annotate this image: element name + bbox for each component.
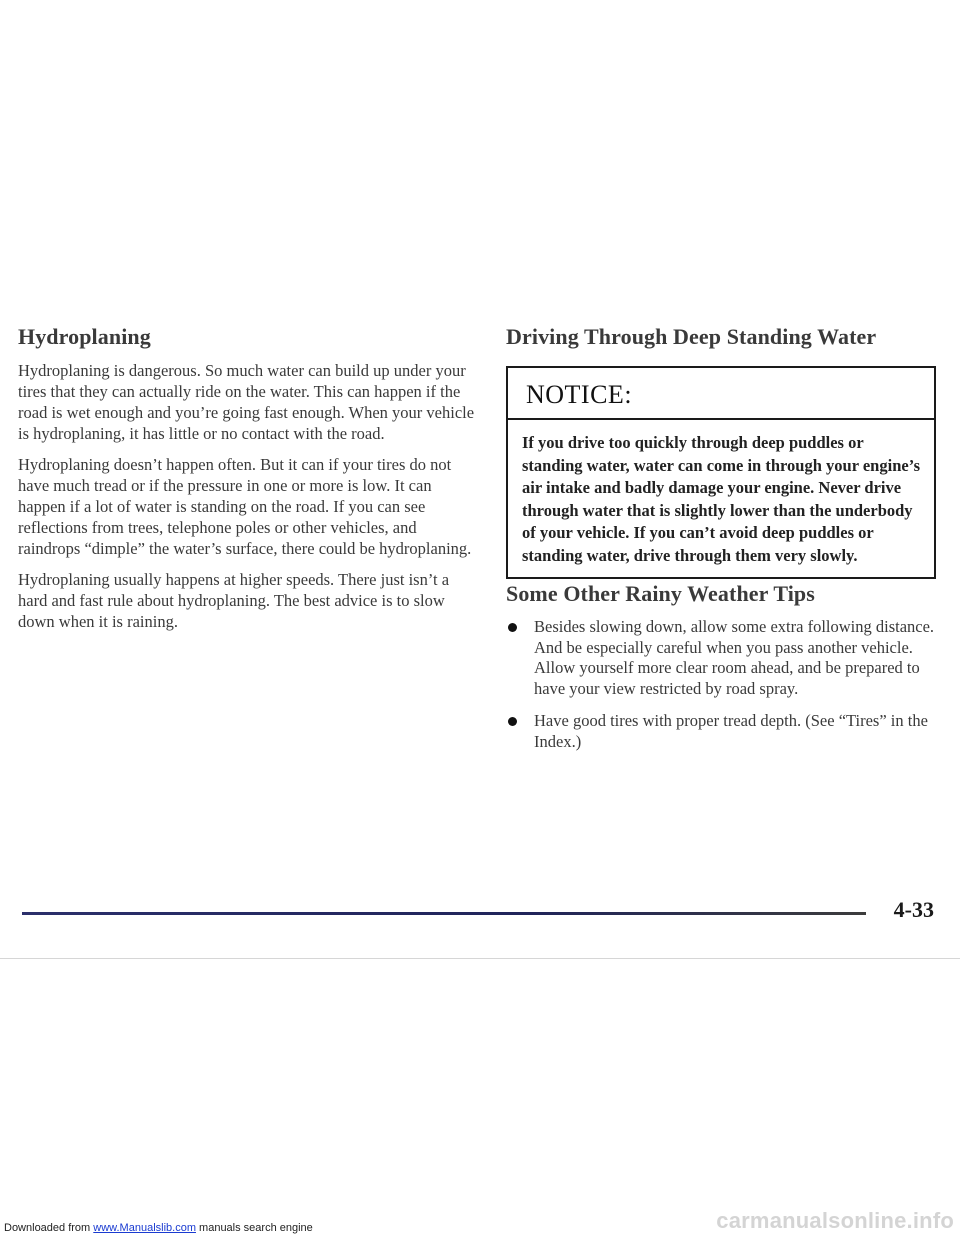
deep-water-heading: Driving Through Deep Standing Water xyxy=(506,324,877,349)
tips-list xyxy=(506,617,938,752)
hydroplaning-paragraph-2: Hydroplaning doesn’t happen often. But it can if your tires do not have much tread or if the pressure in one or more is low. It can happen if a lot of water is standing on the road. If you can see reflections from trees, telephone poles or other vehicles, and raindrops “dimple” the water’s surface, there could be hydroplaning. xyxy=(18,455,472,558)
list-item xyxy=(506,617,938,699)
list-item xyxy=(506,711,938,752)
hydroplaning-paragraph-1: Hydroplaning is dangerous. So much water can build up under your tires that they can actually ride on the water. This can happen if the road is wet enough and you’re going fast enough. When your vehicle is hydroplaning, it has little or no contact with the road. xyxy=(18,361,475,443)
bullet-icon xyxy=(508,717,517,726)
notice-heading: NOTICE: xyxy=(508,368,934,420)
manualslib-link[interactable]: www.Manualslib.com xyxy=(93,1222,196,1234)
hydroplaning-heading: Hydroplaning xyxy=(18,324,151,349)
watermark: carmanualsonline.info xyxy=(716,1208,954,1233)
bullet-icon xyxy=(508,623,517,632)
scan-line xyxy=(0,958,960,959)
download-suffix: manuals search engine xyxy=(195,1222,313,1234)
hydroplaning-paragraph-3: Hydroplaning usually happens at higher speeds. There just isn’t a hard and fast rule about hydroplaning. The best advice is to slow down when it is raining. xyxy=(18,570,450,631)
left-column xyxy=(18,322,478,642)
tip-text: Besides slowing down, allow some extra following distance. And be especially careful when you pass another vehicle. Allow yourself more clear room ahead, and be prepared to have your view restricted by road spray. xyxy=(534,617,935,698)
right-column xyxy=(506,322,938,764)
footer-rule xyxy=(22,912,866,915)
tip-text: Have good tires with proper tread depth. (See “Tires” in the Index.) xyxy=(534,711,928,751)
download-prefix: Downloaded from xyxy=(4,1222,94,1234)
page-number: 4-33 xyxy=(893,897,934,922)
notice-box xyxy=(506,366,936,579)
rainy-tips-heading: Some Other Rainy Weather Tips xyxy=(506,581,815,606)
download-note xyxy=(4,1222,313,1234)
notice-text: If you drive too quickly through deep puddles or standing water, water can come in through your engine’s air intake and badly damage your engine. Never drive through water that is slightly lower than the underbody of your vehicle. If you can’t avoid deep puddles or standing water, drive through them very slowly. xyxy=(522,433,920,565)
